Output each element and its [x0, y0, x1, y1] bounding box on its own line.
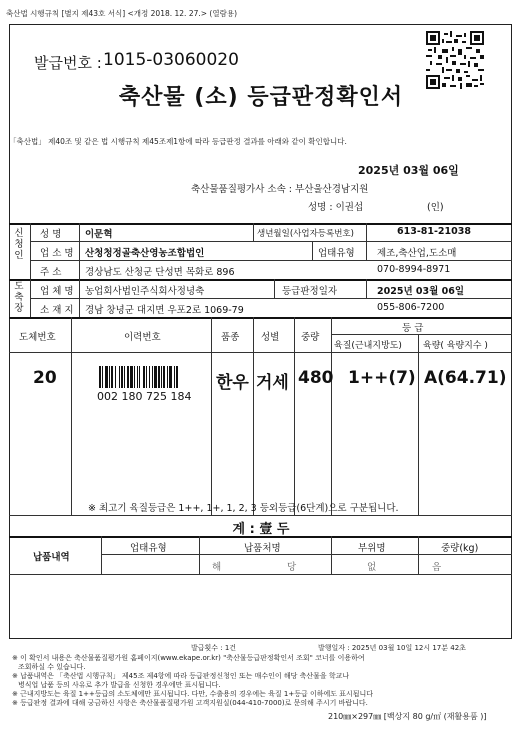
- slaughterhouse-phone: 055-806-7200: [377, 302, 445, 313]
- official-affiliation: 축산물품질평가사 소속 : 부산울산경남지원: [191, 184, 369, 195]
- sex: 거세: [256, 373, 289, 393]
- none-watermark-1: 해: [212, 562, 222, 573]
- slaughterhouse-addr: 경남 창녕군 대지면 우포2로 1069-79: [85, 305, 244, 316]
- issue-date: 2025년 03월 06일: [358, 164, 459, 177]
- sex-header: 성별: [261, 332, 280, 343]
- legal-basis-text: 「축산법」 제40조 및 같은 법 시행규칙 제45조제1항에 따라 등급판정 결과를 아래와 같이 확인합니다.: [9, 137, 347, 146]
- applicant-biz-label: 업 소 명: [40, 248, 74, 259]
- footer-note-5: ※ 근내지방도는 육질 1++등급의 소도체에만 표시됩니다. 다만, 수출용의 경우에는 육질 1+등급 이하에도 표시됩니다: [12, 690, 374, 698]
- applicant-biz: 산청청정골축산영농조합법인: [85, 248, 205, 259]
- weight-header: 중량: [301, 332, 320, 343]
- document-title: 축산물 (소) 등급판정확인서: [118, 85, 404, 110]
- none-watermark-4: 음: [432, 562, 442, 573]
- slaughterhouse-name-label: 업 체 명: [40, 286, 74, 297]
- paper-spec: 210㎜×297㎜ [백상지 80 g/㎡ (재활용품 )]: [328, 712, 487, 721]
- trace-no: 002 180 725 184: [97, 390, 192, 403]
- applicant-addr-label: 주 소: [40, 267, 62, 278]
- official-name: 성명 : 이권섭: [308, 202, 364, 213]
- trace-no-header: 이력번호: [124, 332, 161, 343]
- grade-scale-note: ※ 최고기 육질등급은 1++, 1+, 1, 2, 3 등외등급(6단계)으로 구분됩니다.: [88, 503, 399, 514]
- applicant-addr: 경상남도 산청군 단성면 목화로 896: [85, 267, 235, 278]
- footer-note-1: ※ 이 확인서 내용은 축산물품질평가원 홈페이지(www.ekape.or.kr) "축산물등급판정확인서 조회" 코너를 이용하여: [12, 654, 365, 662]
- carcass-no: 20: [33, 368, 57, 388]
- yield-grade: A(64.71): [424, 368, 507, 388]
- carcass-no-header: 도체번호: [19, 332, 56, 343]
- issue-count: 발급횟수 : 1건: [191, 644, 237, 652]
- footer-note-4: 병식업 납품 등의 사유로 추가 발급을 신청한 경우에만 표시됩니다.: [18, 681, 221, 689]
- delivery-destination-header: 납품처명: [244, 543, 281, 554]
- breed-header: 품종: [221, 332, 240, 343]
- applicant-group-label: 신청인: [14, 228, 24, 261]
- delivery-biz-type-header: 업태유형: [130, 543, 167, 554]
- issue-number-label: 발급번호 :: [34, 54, 102, 72]
- form-header-note: 축산법 시행규칙 [별지 제43호 서식] <개정 2018. 12. 27.> (열람용): [6, 9, 238, 18]
- breed: 한우: [216, 373, 249, 393]
- trace-barcode: [99, 366, 191, 388]
- delivery-part-header: 부위명: [358, 543, 386, 554]
- delivery-weight-header: 중량(kg): [441, 543, 479, 554]
- applicant-phone: 070-8994-8971: [377, 264, 451, 275]
- quality-header: 육질(근내지방도): [334, 341, 402, 351]
- print-timestamp: 발행일자 : 2025년 03월 10일 12시 17분 42초: [318, 644, 466, 652]
- grade-date-label: 등급판정일자: [282, 286, 338, 297]
- grade-header: 등 급: [402, 323, 424, 334]
- grade-date: 2025년 03월 06일: [377, 286, 465, 297]
- slaughterhouse-addr-label: 소 재 지: [40, 305, 74, 316]
- issue-number: 1015-03060020: [103, 50, 239, 70]
- footer-note-3: ※ 납품내역은 「축산법 시행규칙」 제45조 제4항에 따라 등급판정신청인 또는 매수인이 해당 축산물을 학교나: [12, 672, 350, 680]
- applicant-birth: 613-81-21038: [397, 226, 471, 237]
- quality-grade: 1++(7): [348, 368, 416, 388]
- official-seal: (인): [427, 202, 444, 213]
- yield-header: 육량( 육량지수 ): [423, 341, 488, 351]
- none-watermark-2: 당: [287, 562, 297, 573]
- none-watermark-3: 없: [367, 562, 377, 573]
- applicant-name-label: 성 명: [40, 229, 62, 240]
- slaughterhouse-group-label: 도축장: [14, 281, 24, 314]
- applicant-name: 이문혁: [85, 229, 113, 240]
- footer-note-6: ※ 등급판정 결과에 대해 궁금하신 사항은 축산물품질평가원 고객지원실(044-410-7000)로 문의해 주시기 바랍니다.: [12, 699, 368, 707]
- applicant-birth-label: 생년월일(사업자등록번호): [257, 229, 354, 239]
- slaughterhouse-name: 농업회사법인주식회사정녕축: [85, 286, 205, 297]
- total-count: 계 : 壹 두: [232, 522, 290, 537]
- applicant-biz-type: 제조,축산업,도소매: [377, 248, 457, 259]
- delivery-label: 납품내역: [33, 552, 70, 563]
- footer-note-2: 조회하실 수 있습니다.: [18, 663, 86, 671]
- weight: 480: [298, 368, 334, 388]
- applicant-biz-type-label: 업태유형: [318, 248, 355, 259]
